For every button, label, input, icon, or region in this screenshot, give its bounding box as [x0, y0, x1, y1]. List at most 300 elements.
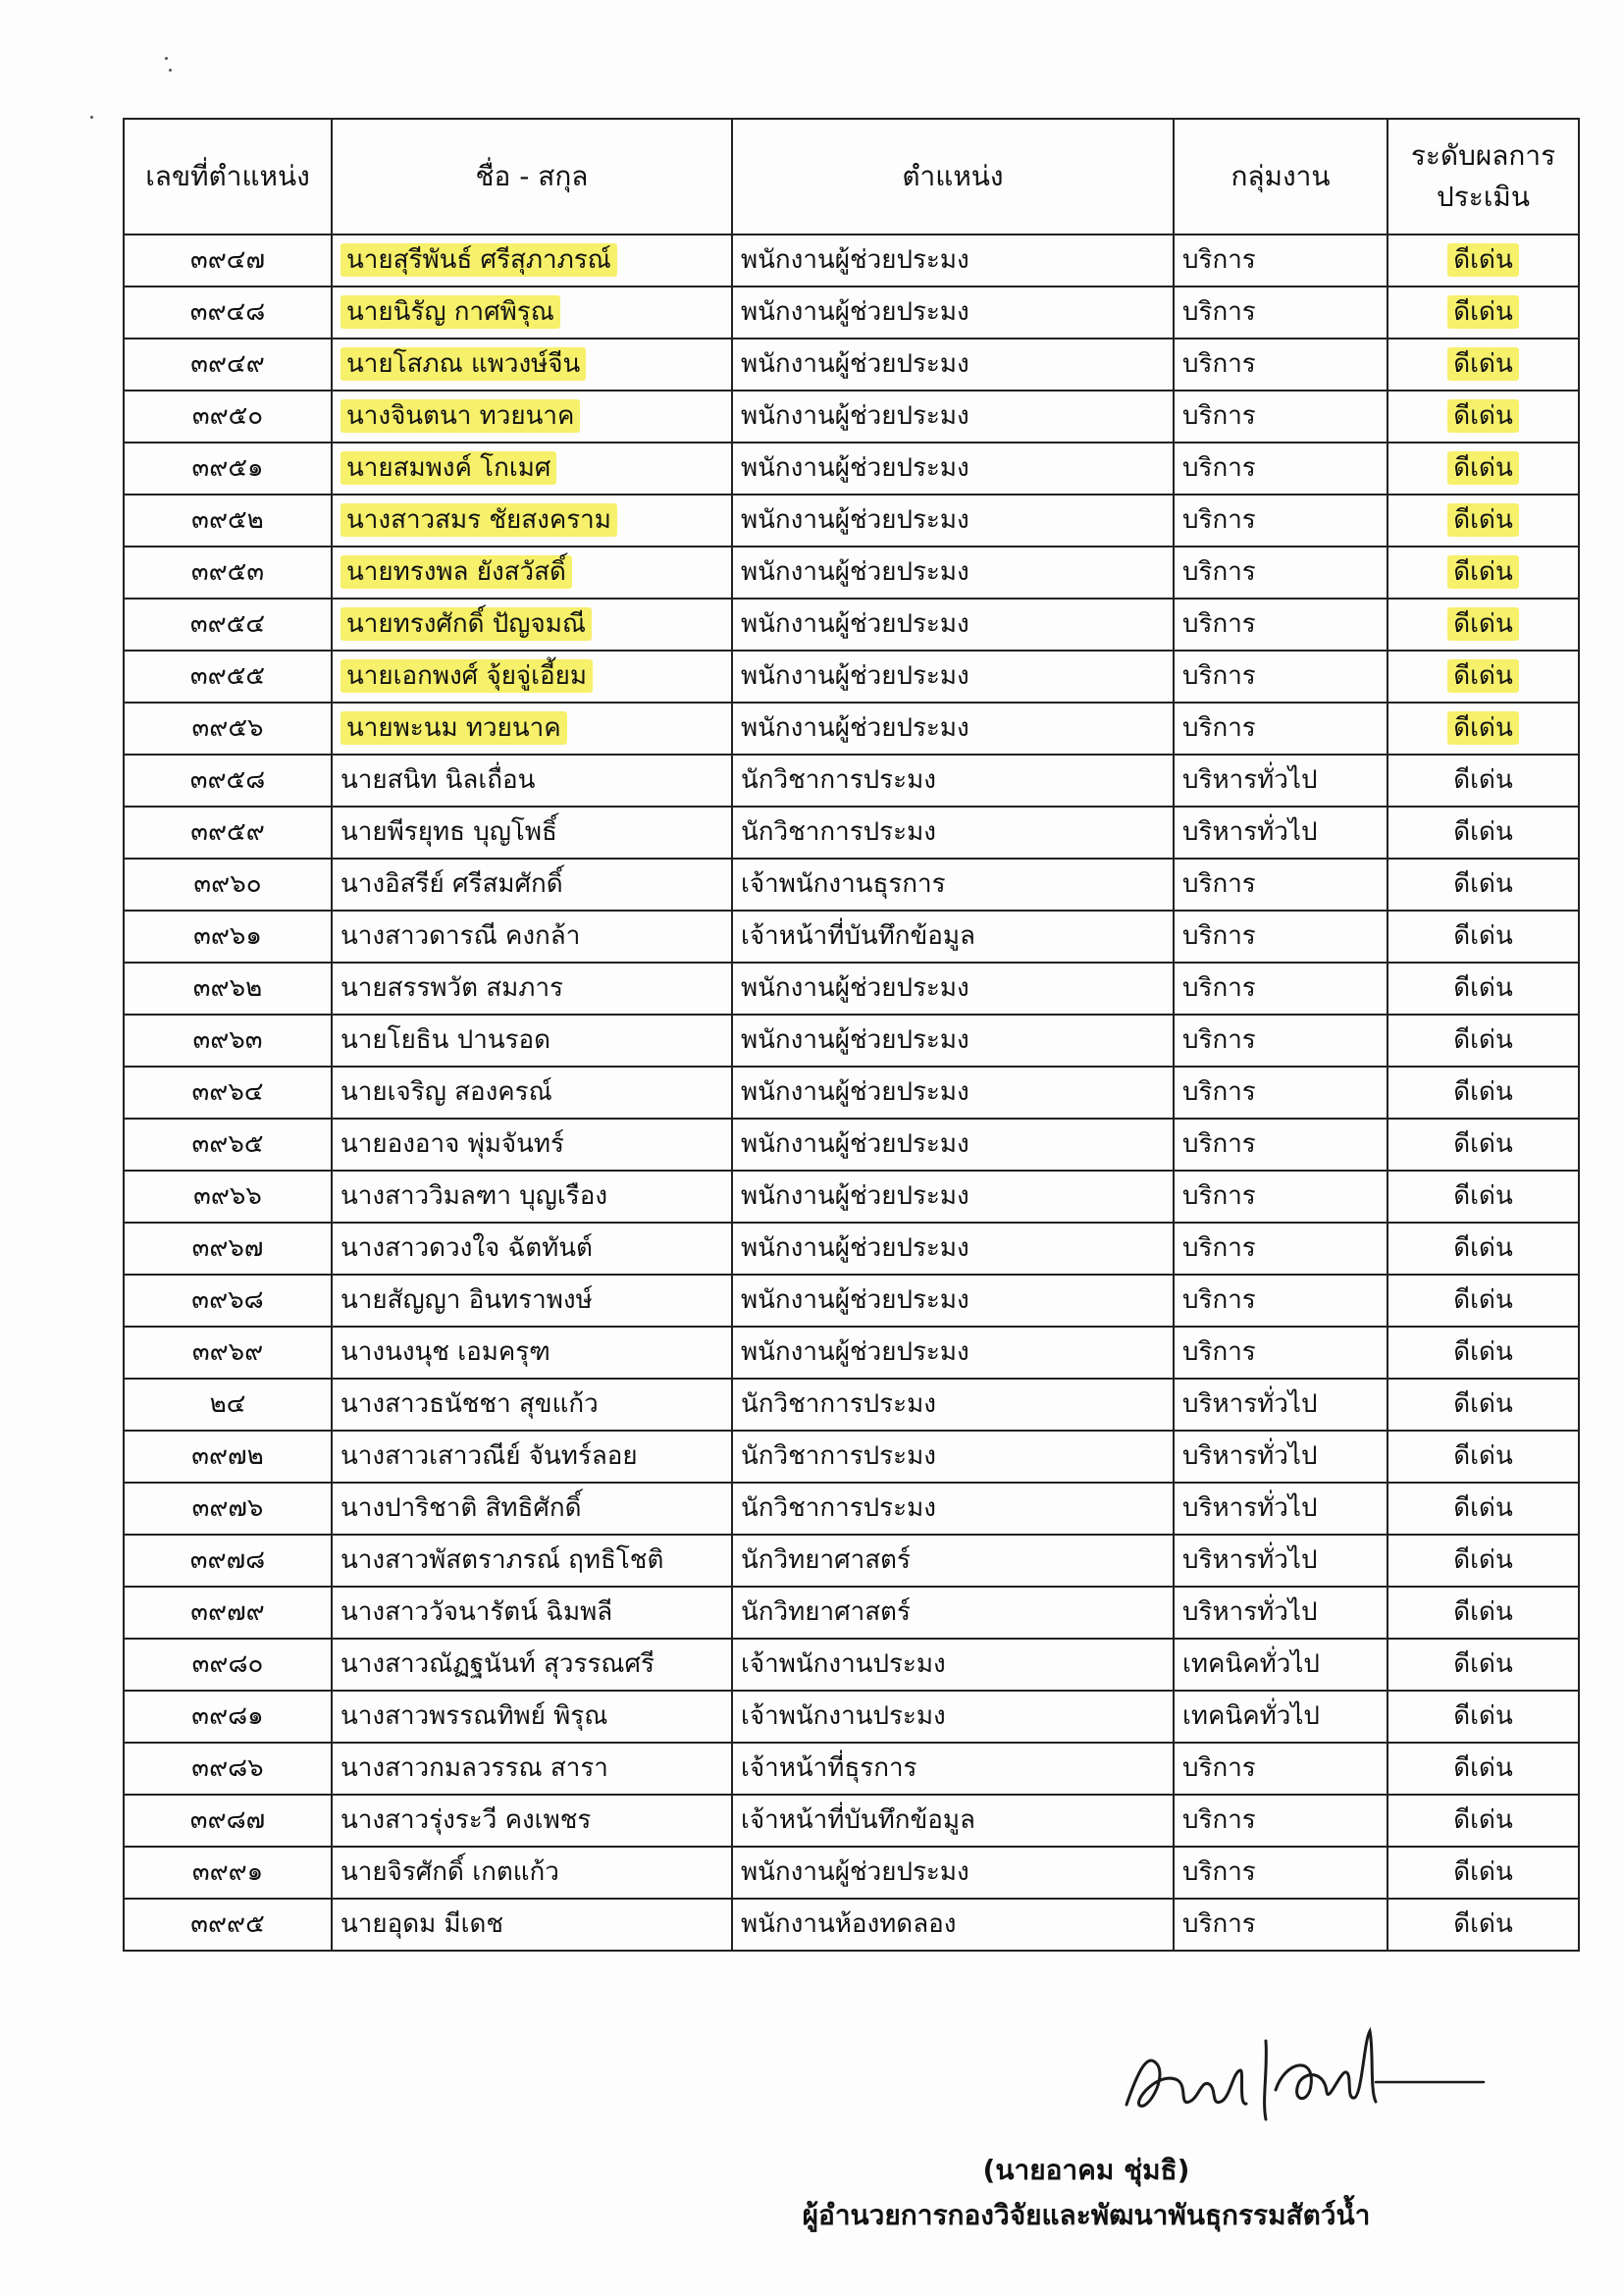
cell-full-name-text: นางจินตนา ทวยนาค [340, 399, 580, 433]
cell-rating [1387, 1171, 1579, 1223]
cell-position-number [124, 495, 332, 547]
cell-rating-text: ดีเด่น [1453, 1648, 1513, 1679]
table-row [124, 599, 1579, 651]
cell-rating-text: ดีเด่น [1453, 1128, 1513, 1159]
cell-job-position-text: พนักงานผู้ช่วยประมง [741, 660, 969, 691]
cell-work-group-text: บริหารทั่วไป [1182, 1388, 1318, 1419]
cell-work-group-text: บริการ [1182, 660, 1256, 691]
cell-position-number [124, 859, 332, 911]
cell-full-name [332, 1639, 732, 1691]
cell-rating-text: ดีเด่น [1453, 1284, 1513, 1315]
cell-position-number [124, 755, 332, 807]
cell-job-position [732, 1379, 1174, 1431]
table-row [124, 547, 1579, 599]
cell-full-name-text: นายเจริญ สองครณ์ [340, 1076, 552, 1107]
cell-job-position-text: พนักงานห้องทดลอง [741, 1908, 957, 1939]
cell-full-name-text: นายพะนม ทวยนาค [340, 711, 567, 745]
scan-speck [165, 57, 168, 60]
table-row [124, 1743, 1579, 1795]
cell-position-number-text: ๓๙๖๐ [193, 868, 262, 899]
cell-position-number-text: ๓๙๖๗ [191, 1232, 264, 1263]
cell-rating-text: ดีเด่น [1453, 816, 1513, 847]
cell-position-number [124, 1431, 332, 1483]
cell-rating-text: ดีเด่น [1453, 1024, 1513, 1055]
cell-job-position-text: นักวิชาการประมง [741, 1492, 936, 1523]
table-row [124, 703, 1579, 755]
cell-job-position [732, 235, 1174, 287]
cell-job-position [732, 1639, 1174, 1691]
cell-job-position [732, 1431, 1174, 1483]
cell-job-position [732, 1171, 1174, 1223]
cell-work-group-text: บริการ [1182, 868, 1256, 899]
cell-position-number-text: ๓๙๕๑ [191, 452, 264, 483]
table-row [124, 495, 1579, 547]
cell-position-number-text: ๓๙๖๒ [192, 972, 263, 1003]
cell-work-group [1174, 1379, 1387, 1431]
cell-rating-text: ดีเด่น [1453, 868, 1513, 899]
cell-position-number [124, 1743, 332, 1795]
cell-job-position [732, 1119, 1174, 1171]
cell-rating-text: ดีเด่น [1453, 1388, 1513, 1419]
cell-rating [1387, 443, 1579, 495]
cell-full-name [332, 339, 732, 391]
cell-position-number [124, 963, 332, 1015]
cell-rating-text: ดีเด่น [1453, 764, 1513, 795]
cell-rating [1387, 1847, 1579, 1899]
cell-full-name [332, 287, 732, 339]
cell-work-group [1174, 391, 1387, 443]
cell-rating [1387, 963, 1579, 1015]
header-work-group: กลุ่มงาน [1174, 119, 1387, 235]
table-row [124, 1795, 1579, 1847]
cell-position-number [124, 807, 332, 859]
cell-rating-text: ดีเด่น [1447, 243, 1518, 277]
cell-full-name [332, 1795, 732, 1847]
cell-job-position [732, 1899, 1174, 1951]
cell-position-number [124, 1795, 332, 1847]
cell-full-name [332, 1743, 732, 1795]
cell-job-position-text: นักวิชาการประมง [741, 816, 936, 847]
cell-work-group-text: บริการ [1182, 1180, 1256, 1211]
cell-position-number [124, 1899, 332, 1951]
cell-rating [1387, 1015, 1579, 1067]
cell-position-number-text: ๓๙๖๙ [191, 1336, 264, 1367]
cell-job-position [732, 1691, 1174, 1743]
cell-work-group [1174, 235, 1387, 287]
cell-position-number-text: ๓๙๕๐ [191, 400, 264, 431]
cell-position-number-text: ๓๙๔๙ [190, 348, 265, 379]
cell-work-group [1174, 1899, 1387, 1951]
cell-job-position [732, 1067, 1174, 1119]
cell-full-name-text: นางสาวดารณี คงกล้า [340, 920, 581, 951]
cell-full-name [332, 547, 732, 599]
cell-job-position-text: พนักงานผู้ช่วยประมง [741, 712, 969, 743]
cell-full-name [332, 911, 732, 963]
cell-rating [1387, 807, 1579, 859]
table-row [124, 1639, 1579, 1691]
signer-name: (นายอาคม ชุ่มธิ) [982, 2154, 1190, 2186]
cell-job-position-text: พนักงานผู้ช่วยประมง [741, 1232, 969, 1263]
cell-rating [1387, 1119, 1579, 1171]
cell-job-position [732, 1327, 1174, 1379]
cell-work-group-text: บริหารทั่วไป [1182, 816, 1318, 847]
cell-job-position-text: พนักงานผู้ช่วยประมง [741, 608, 969, 639]
cell-position-number-text: ๒๔ [209, 1388, 246, 1419]
cell-work-group [1174, 911, 1387, 963]
cell-work-group-text: บริการ [1182, 452, 1256, 483]
cell-job-position-text: พนักงานผู้ช่วยประมง [741, 1128, 969, 1159]
cell-rating [1387, 703, 1579, 755]
cell-rating-text: ดีเด่น [1447, 659, 1518, 693]
cell-job-position-text: พนักงานผู้ช่วยประมง [741, 348, 969, 379]
cell-rating-text: ดีเด่น [1453, 1336, 1513, 1367]
cell-rating [1387, 911, 1579, 963]
table-row [124, 287, 1579, 339]
cell-work-group [1174, 1015, 1387, 1067]
cell-full-name-text: นายองอาจ พุ่มจันทร์ [340, 1128, 565, 1159]
cell-position-number [124, 1379, 332, 1431]
cell-position-number-text: ๓๙๘๐ [191, 1648, 264, 1679]
cell-position-number [124, 599, 332, 651]
cell-job-position [732, 599, 1174, 651]
header-full-name: ชื่อ - สกุล [332, 119, 732, 235]
cell-position-number [124, 703, 332, 755]
cell-full-name [332, 1119, 732, 1171]
cell-rating-text: ดีเด่น [1453, 920, 1513, 951]
cell-rating [1387, 1327, 1579, 1379]
cell-full-name-text: นางสาววัจนารัตน์ ฉิมพลี [340, 1596, 613, 1627]
table-row [124, 911, 1579, 963]
cell-rating-text: ดีเด่น [1453, 1232, 1513, 1263]
cell-rating [1387, 287, 1579, 339]
cell-full-name-text: นายจิรศักดิ์ เกตแก้ว [340, 1856, 559, 1887]
cell-position-number [124, 391, 332, 443]
cell-work-group [1174, 1067, 1387, 1119]
cell-position-number-text: ๓๙๘๗ [189, 1804, 266, 1835]
cell-full-name-text: นายสรรพวัต สมภาร [340, 972, 564, 1003]
cell-rating [1387, 1795, 1579, 1847]
cell-job-position-text: นักวิชาการประมง [741, 764, 936, 795]
cell-job-position [732, 1015, 1174, 1067]
cell-rating [1387, 599, 1579, 651]
cell-work-group-text: เทคนิคทั่วไป [1182, 1700, 1320, 1731]
cell-work-group-text: บริหารทั่วไป [1182, 1492, 1318, 1523]
cell-work-group-text: บริการ [1182, 1024, 1256, 1055]
cell-position-number [124, 1067, 332, 1119]
cell-job-position-text: เจ้าพนักงานธุรการ [741, 868, 946, 899]
cell-rating-text: ดีเด่น [1453, 1700, 1513, 1731]
cell-job-position-text: พนักงานผู้ช่วยประมง [741, 1856, 969, 1887]
cell-full-name-text: นางอิสรีย์ ศรีสมศักดิ์ [340, 868, 563, 899]
cell-rating-text: ดีเด่น [1447, 503, 1518, 537]
cell-position-number [124, 1275, 332, 1327]
cell-position-number-text: ๓๙๕๘ [189, 764, 266, 795]
cell-rating-text: ดีเด่น [1453, 1492, 1513, 1523]
cell-rating-text: ดีเด่น [1447, 347, 1518, 381]
cell-rating-text: ดีเด่น [1453, 1076, 1513, 1107]
cell-rating [1387, 1691, 1579, 1743]
cell-full-name [332, 1379, 732, 1431]
scan-speck [90, 116, 93, 119]
cell-full-name-text: นางสาววิมลฑา บุญเรือง [340, 1180, 608, 1211]
cell-rating [1387, 235, 1579, 287]
cell-work-group [1174, 495, 1387, 547]
cell-work-group-text: บริการ [1182, 608, 1256, 639]
cell-rating [1387, 1639, 1579, 1691]
table-row [124, 391, 1579, 443]
cell-full-name [332, 391, 732, 443]
cell-job-position [732, 1795, 1174, 1847]
cell-position-number [124, 287, 332, 339]
cell-rating [1387, 391, 1579, 443]
cell-job-position [732, 807, 1174, 859]
cell-work-group-text: บริการ [1182, 1804, 1256, 1835]
cell-full-name-text: นายสนิท นิลเถื่อน [340, 764, 536, 795]
cell-full-name-text: นายทรงศักดิ์ ปัญจมณี [340, 607, 592, 641]
cell-full-name-text: นางสาวธนัชชา สุขแก้ว [340, 1388, 599, 1419]
cell-full-name [332, 651, 732, 703]
cell-job-position [732, 1483, 1174, 1535]
cell-work-group [1174, 1119, 1387, 1171]
cell-work-group-text: บริการ [1182, 1752, 1256, 1783]
cell-rating-text: ดีเด่น [1453, 1180, 1513, 1211]
cell-job-position [732, 859, 1174, 911]
cell-work-group-text: บริหารทั่วไป [1182, 1544, 1318, 1575]
header-rating-line1: ระดับผลการ [1410, 139, 1556, 173]
cell-work-group [1174, 1795, 1387, 1847]
cell-job-position-text: นักวิชาการประมง [741, 1440, 936, 1471]
cell-job-position-text: เจ้าหน้าที่บันทึกข้อมูล [741, 920, 975, 951]
table-row [124, 1171, 1579, 1223]
cell-full-name-text: นายทรงพล ยังสวัสดิ์ [340, 555, 572, 589]
cell-work-group-text: บริหารทั่วไป [1182, 1440, 1318, 1471]
cell-work-group [1174, 703, 1387, 755]
cell-work-group [1174, 443, 1387, 495]
cell-position-number [124, 911, 332, 963]
cell-rating [1387, 547, 1579, 599]
cell-full-name [332, 1275, 732, 1327]
cell-full-name [332, 1223, 732, 1275]
cell-position-number-text: ๓๙๖๔ [191, 1076, 264, 1107]
cell-full-name [332, 1171, 732, 1223]
cell-rating [1387, 1483, 1579, 1535]
cell-work-group-text: บริการ [1182, 400, 1256, 431]
cell-position-number [124, 1015, 332, 1067]
cell-full-name-text: นางสาวพรรณทิพย์ พิรุณ [340, 1700, 608, 1731]
cell-position-number [124, 1847, 332, 1899]
cell-position-number [124, 1639, 332, 1691]
cell-position-number [124, 235, 332, 287]
cell-rating [1387, 1431, 1579, 1483]
cell-position-number-text: ๓๙๖๓ [192, 1024, 263, 1055]
cell-job-position-text: พนักงานผู้ช่วยประมง [741, 452, 969, 483]
cell-position-number-text: ๓๙๕๔ [189, 608, 266, 639]
cell-full-name-text: นายโยธิน ปานรอด [340, 1024, 551, 1055]
cell-job-position [732, 339, 1174, 391]
cell-full-name-text: นายโสภณ แพวงษ์จีน [340, 347, 586, 381]
cell-work-group [1174, 859, 1387, 911]
cell-job-position [732, 1587, 1174, 1639]
cell-work-group [1174, 755, 1387, 807]
cell-job-position [732, 1275, 1174, 1327]
cell-position-number-text: ๓๙๕๓ [190, 556, 265, 587]
cell-work-group-text: บริการ [1182, 972, 1256, 1003]
table-row [124, 1223, 1579, 1275]
cell-full-name [332, 443, 732, 495]
cell-rating [1387, 495, 1579, 547]
cell-work-group [1174, 1223, 1387, 1275]
cell-position-number-text: ๓๙๗๒ [191, 1440, 264, 1471]
cell-full-name-text: นายเอกพงศ์ จุ้ยจู่เอี้ยม [340, 659, 593, 693]
table-row [124, 807, 1579, 859]
cell-work-group [1174, 1171, 1387, 1223]
cell-work-group-text: บริการ [1182, 920, 1256, 951]
cell-full-name [332, 1431, 732, 1483]
cell-job-position-text: นักวิทยาศาสตร์ [741, 1544, 911, 1575]
cell-work-group [1174, 339, 1387, 391]
cell-rating [1387, 1379, 1579, 1431]
cell-work-group [1174, 1275, 1387, 1327]
cell-work-group [1174, 1535, 1387, 1587]
cell-position-number [124, 1171, 332, 1223]
cell-work-group [1174, 287, 1387, 339]
cell-full-name [332, 1847, 732, 1899]
cell-position-number-text: ๓๙๗๘ [189, 1544, 266, 1575]
cell-position-number-text: ๓๙๖๕ [191, 1128, 264, 1159]
table-header [124, 119, 1579, 235]
cell-job-position-text: พนักงานผู้ช่วยประมง [741, 1336, 969, 1367]
cell-work-group-text: บริหารทั่วไป [1182, 1596, 1318, 1627]
cell-work-group-text: บริหารทั่วไป [1182, 764, 1318, 795]
table-row [124, 339, 1579, 391]
cell-position-number-text: ๓๙๖๑ [193, 920, 262, 951]
cell-job-position [732, 495, 1174, 547]
cell-full-name-text: นายอุดม มีเดช [340, 1908, 504, 1939]
cell-job-position [732, 963, 1174, 1015]
cell-rating-text: ดีเด่น [1453, 972, 1513, 1003]
table-row [124, 1691, 1579, 1743]
cell-rating-text: ดีเด่น [1453, 1596, 1513, 1627]
cell-work-group-text: บริการ [1182, 1076, 1256, 1107]
cell-full-name [332, 1587, 732, 1639]
cell-job-position [732, 547, 1174, 599]
cell-rating [1387, 1067, 1579, 1119]
cell-full-name-text: นางสาวกมลวรรณ สารา [340, 1752, 608, 1783]
cell-job-position-text: เจ้าพนักงานประมง [741, 1648, 946, 1679]
evaluation-table [123, 118, 1580, 1952]
cell-full-name [332, 1691, 732, 1743]
cell-full-name-text: นางสาวเสาวณีย์ จันทร์ลอย [340, 1440, 638, 1471]
table-row [124, 1067, 1579, 1119]
cell-position-number-text: ๓๙๔๘ [189, 296, 266, 327]
cell-job-position-text: นักวิทยาศาสตร์ [741, 1596, 911, 1627]
cell-work-group-text: บริการ [1182, 1336, 1256, 1367]
cell-work-group-text: บริการ [1182, 556, 1256, 587]
table-row [124, 859, 1579, 911]
cell-full-name-text: นายสมพงค์ โกเมศ [340, 451, 556, 485]
cell-position-number [124, 1223, 332, 1275]
cell-work-group [1174, 807, 1387, 859]
cell-rating-text: ดีเด่น [1453, 1804, 1513, 1835]
cell-job-position [732, 287, 1174, 339]
header-position-number: เลขที่ตำแหน่ง [124, 119, 332, 235]
cell-job-position-text: พนักงานผู้ช่วยประมง [741, 296, 969, 327]
signature-image [1119, 2011, 1492, 2139]
cell-rating [1387, 339, 1579, 391]
cell-work-group-text: บริการ [1182, 296, 1256, 327]
scan-speck [169, 69, 172, 72]
cell-job-position-text: เจ้าหน้าที่บันทึกข้อมูล [741, 1804, 975, 1835]
table-row [124, 651, 1579, 703]
cell-rating [1387, 1275, 1579, 1327]
cell-full-name-text: นายสุรีพันธ์ ศรีสุภาภรณ์ [340, 243, 617, 277]
cell-work-group [1174, 1327, 1387, 1379]
cell-position-number-text: ๓๙๗๙ [190, 1596, 265, 1627]
cell-job-position [732, 755, 1174, 807]
cell-position-number-text: ๓๙๗๖ [191, 1492, 264, 1523]
cell-job-position-text: เจ้าหน้าที่ธุรการ [741, 1752, 917, 1783]
header-rating [1387, 119, 1579, 235]
cell-job-position-text: นักวิชาการประมง [741, 1388, 936, 1419]
cell-job-position [732, 443, 1174, 495]
cell-full-name [332, 703, 732, 755]
cell-full-name-text: นางสาวณัฏฐนันท์ สุวรรณศรี [340, 1648, 654, 1679]
cell-position-number-text: ๓๙๔๗ [189, 244, 266, 275]
cell-rating-text: ดีเด่น [1447, 295, 1518, 329]
cell-full-name-text: นายสัญญา อินทราพงษ์ [340, 1284, 593, 1315]
cell-work-group-text: เทคนิคทั่วไป [1182, 1648, 1320, 1679]
cell-job-position [732, 1535, 1174, 1587]
cell-work-group-text: บริการ [1182, 244, 1256, 275]
cell-position-number [124, 1327, 332, 1379]
cell-job-position [732, 1847, 1174, 1899]
cell-position-number-text: ๓๙๙๕ [190, 1908, 265, 1939]
cell-work-group-text: บริการ [1182, 712, 1256, 743]
cell-full-name-text: นางสาวสมร ชัยสงคราม [340, 503, 617, 537]
cell-work-group-text: บริการ [1182, 1856, 1256, 1887]
cell-full-name-text: นางปาริชาติ สิทธิศักดิ์ [340, 1492, 582, 1523]
cell-position-number-text: ๓๙๙๑ [191, 1856, 264, 1887]
cell-rating [1387, 859, 1579, 911]
cell-job-position-text: พนักงานผู้ช่วยประมง [741, 1024, 969, 1055]
cell-position-number [124, 1691, 332, 1743]
cell-full-name-text: นางนงนุช เอมครุฑ [340, 1336, 550, 1367]
cell-job-position-text: พนักงานผู้ช่วยประมง [741, 400, 969, 431]
table-row [124, 1119, 1579, 1171]
cell-work-group [1174, 1743, 1387, 1795]
cell-rating [1387, 1587, 1579, 1639]
cell-work-group [1174, 1587, 1387, 1639]
cell-rating-text: ดีเด่น [1453, 1752, 1513, 1783]
cell-rating-text: ดีเด่น [1447, 399, 1518, 433]
cell-position-number [124, 1535, 332, 1587]
cell-rating [1387, 651, 1579, 703]
cell-rating [1387, 1223, 1579, 1275]
cell-rating-text: ดีเด่น [1453, 1856, 1513, 1887]
table-row [124, 1379, 1579, 1431]
cell-position-number-text: ๓๙๕๖ [191, 712, 264, 743]
cell-job-position-text: พนักงานผู้ช่วยประมง [741, 556, 969, 587]
table-row [124, 1327, 1579, 1379]
cell-full-name [332, 1327, 732, 1379]
cell-work-group [1174, 1483, 1387, 1535]
cell-rating-text: ดีเด่น [1453, 1440, 1513, 1471]
cell-position-number-text: ๓๙๘๖ [191, 1752, 264, 1783]
cell-work-group [1174, 651, 1387, 703]
cell-job-position-text: พนักงานผู้ช่วยประมง [741, 972, 969, 1003]
cell-work-group-text: บริการ [1182, 1232, 1256, 1263]
cell-position-number [124, 651, 332, 703]
